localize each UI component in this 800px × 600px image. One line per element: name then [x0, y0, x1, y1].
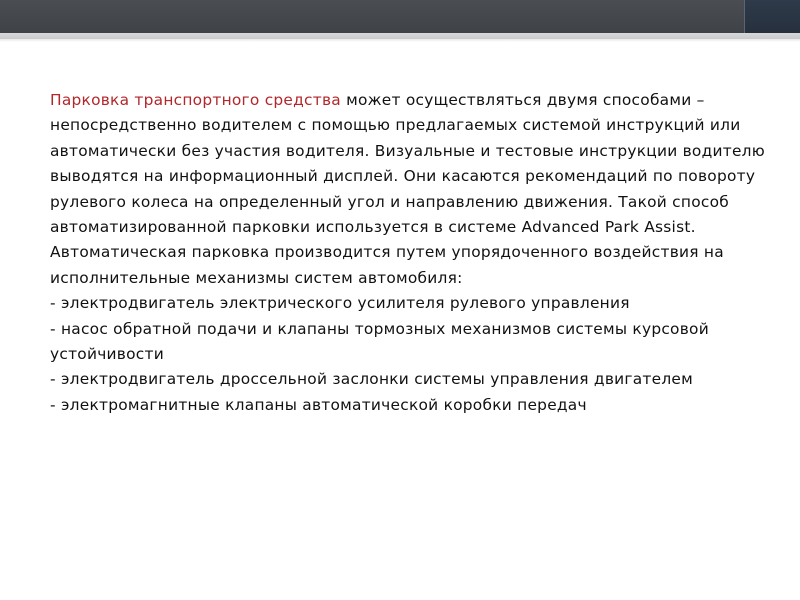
- paragraph-intro-text: может осуществляться двумя способами – непосредственно водителем с помощью предлагаемых системой инструкций или автоматически без участия водителя. Визуальные и тестовые инструкции водителю выводятся на информационный дисплей. Они касаются рекомендаций по повороту рулевого колеса на определенный угол и направлению движения. Такой способ автоматизированной парковки используется в системе Advanced Park Assist.: [50, 91, 765, 237]
- header-shadow: [0, 39, 800, 42]
- paragraph-auto-parking: Автоматическая парковка производится путем упорядоченного воздействия на исполнительные механизмы систем автомобиля:: [50, 243, 724, 287]
- slide-body: [50, 88, 765, 418]
- list-item: - электродвигатель дроссельной заслонки системы управления двигателем: [50, 370, 694, 389]
- highlighted-term: Парковка транспортного средства: [50, 91, 341, 109]
- corner-tab: [744, 0, 800, 33]
- list-item: - насос обратной подачи и клапаны тормозных механизмов системы курсовой устойчивости: [50, 319, 709, 364]
- list-item: - электродвигатель электрического усилителя рулевого управления: [50, 294, 630, 313]
- list-item: - электромагнитные клапаны автоматической коробки передач: [50, 395, 587, 414]
- header-bar: [0, 0, 800, 33]
- paragraph-intro: [50, 88, 765, 240]
